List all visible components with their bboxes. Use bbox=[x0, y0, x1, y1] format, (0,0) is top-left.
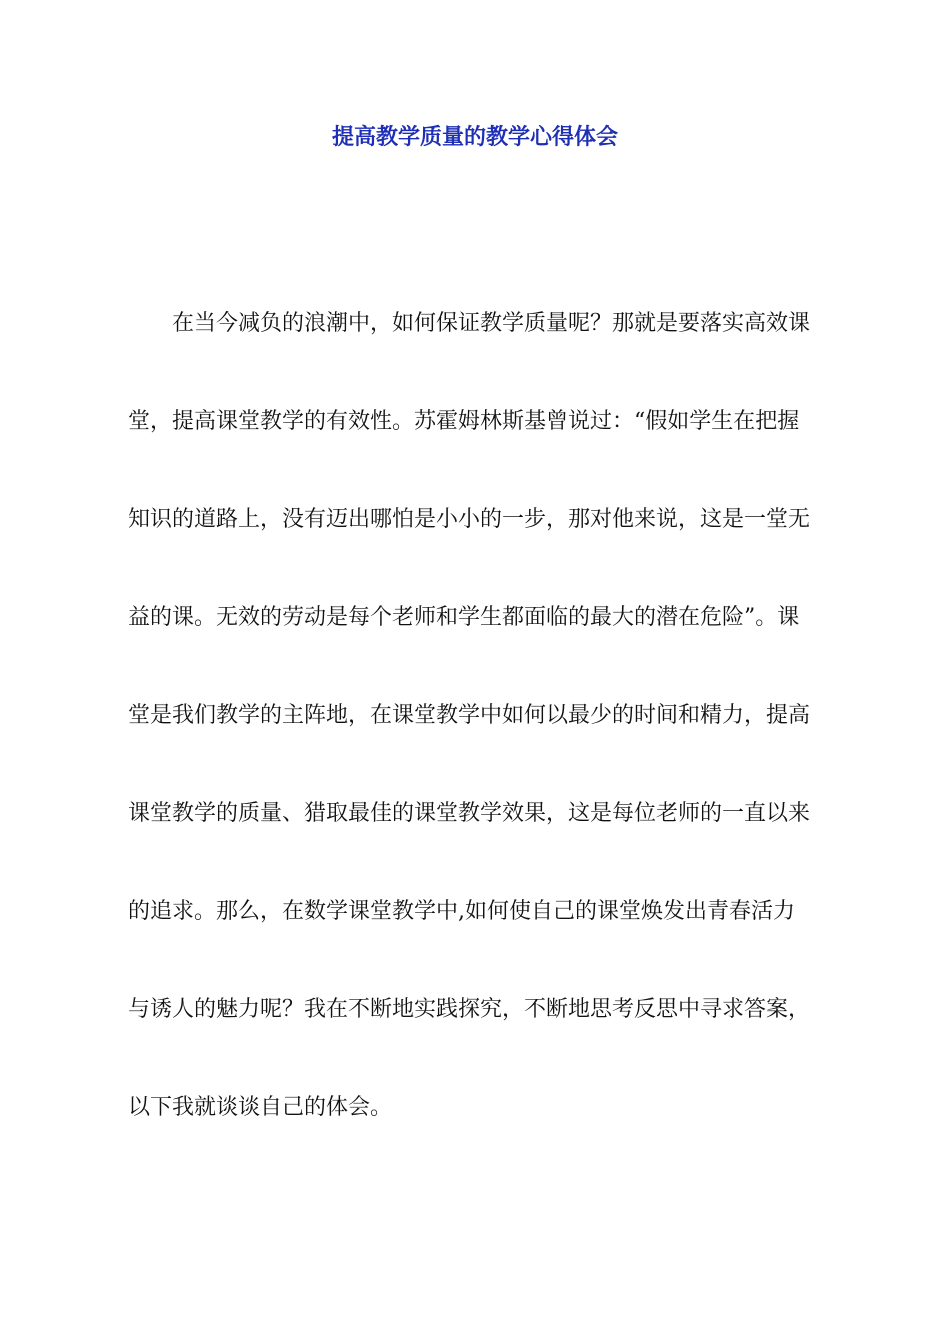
paragraph-line: 与诱人的魅力呢？我在不断地实践探究，不断地思考反思中寻求答案， bbox=[128, 997, 811, 1022]
paragraph-line: 在当今减负的浪潮中，如何保证教学质量呢？那就是要落实高效课 bbox=[172, 311, 811, 336]
document-paragraph bbox=[128, 305, 823, 1187]
paragraph-line: 堂是我们教学的主阵地，在课堂教学中如何以最少的时间和精力，提高 bbox=[128, 703, 811, 728]
paragraph-line: 堂，提高课堂教学的有效性。苏霍姆林斯基曾说过：“假如学生在把握 bbox=[128, 409, 800, 434]
paragraph-line: 课堂教学的质量、猎取最佳的课堂教学效果，这是每位老师的一直以来 bbox=[128, 801, 811, 826]
paragraph-line: 以下我就谈谈自己的体会。 bbox=[128, 1095, 393, 1120]
paragraph-line: 知识的道路上，没有迈出哪怕是小小的一步，那对他来说，这是一堂无 bbox=[128, 507, 811, 532]
document-title: 提高教学质量的教学心得体会 bbox=[331, 125, 618, 150]
paragraph-line: 的追求。那么，在数学课堂教学中,如何使自己的课堂焕发出青春活力 bbox=[128, 899, 795, 924]
paragraph-line: 益的课。无效的劳动是每个老师和学生都面临的最大的潜在危险”。课 bbox=[128, 605, 800, 630]
